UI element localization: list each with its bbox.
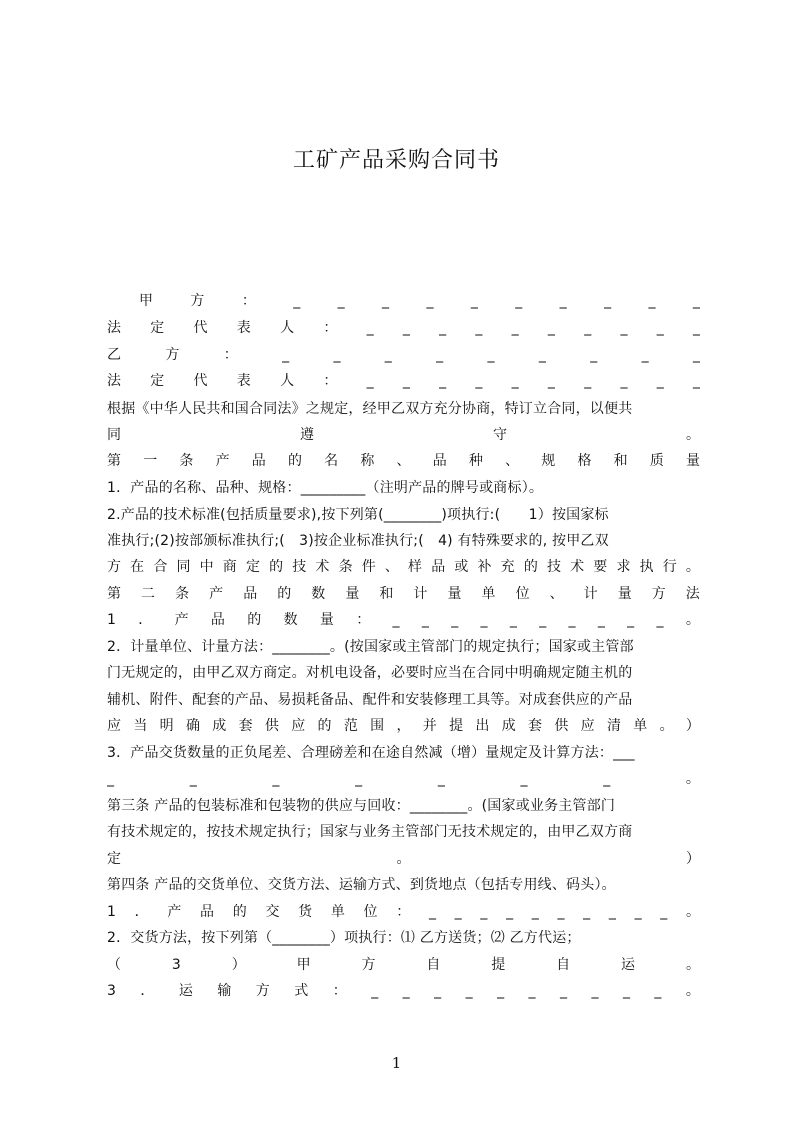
article-2-item-3-line-1: 3．产品交货数量的正负尾差、合理磅差和在途自然减（增）量规定及计算方法：___ bbox=[107, 745, 635, 761]
article-4-item-1: 1 ． 产 品 的 交 货 单 位 ： _ _ _ _ _ _ _ _ _ _ 。 bbox=[107, 904, 700, 920]
article-2-item-2-line-3: 辅机、附件、配套的产品、易损耗备品、配件和安装修理工具等。对成套供应的产品 bbox=[107, 692, 633, 708]
article-4-item-2-line-2: （ 3 ） 甲 方 自 提 自 运 。 bbox=[107, 957, 700, 973]
party-b-legal-rep-line: 法 定 代 表 人 ： _ _ _ _ _ _ _ _ _ _ bbox=[107, 373, 700, 389]
party-a-line: 甲 方 ： _ _ _ _ _ _ _ _ _ _ bbox=[139, 293, 700, 309]
article-2-item-2-line-4: 应 当 明 确 成 套 供 应 的 范 围 ， 并 提 出 成 套 供 应 清 单 。 ） bbox=[107, 718, 700, 734]
article-4-item-2-line-1: 2．交货方法，按下列第（________）项执行：⑴ 乙方送货；⑵ 乙方代运； bbox=[107, 930, 581, 946]
article-2-heading: 第 二 条 产 品 的 数 量 和 计 量 单 位 、 计 量 方 法 bbox=[107, 586, 700, 602]
article-2-item-3-line-2: _ _ _ _ _ _ _ 。 bbox=[107, 771, 700, 787]
article-1-heading: 第 一 条 产 品 的 名 称 、 品 种 、 规 格 和 质 量 bbox=[107, 453, 700, 469]
document-title: 工矿产品采购合同书 bbox=[292, 148, 500, 173]
article-3-line-1: 第三条 产品的包装标准和包装物的供应与回收：________。(国家或业务主管部门 bbox=[107, 798, 616, 814]
preamble-line-2: 同 遵 守 。 bbox=[107, 427, 700, 443]
article-3-line-3: 定 。 ） bbox=[107, 851, 700, 867]
party-a-legal-rep-line: 法 定 代 表 人 ： _ _ _ _ _ _ _ _ _ _ bbox=[107, 320, 700, 336]
party-b-line: 乙 方 ： _ _ _ _ _ _ _ _ _ bbox=[107, 347, 700, 363]
article-2-item-2-line-1: 2．计量单位、计量方法：________。(按国家或主管部门的规定执行；国家或主管部 bbox=[107, 639, 634, 655]
article-4-item-3: 3 ． 运 输 方 式 ： _ _ _ _ _ _ _ _ _ _ 。 bbox=[107, 983, 700, 999]
page-number: 1 bbox=[391, 1054, 402, 1072]
article-1-item-2-line-3: 方 在 合 同 中 商 定 的 技 术 条 件 、 样 品 或 补 充 的 技 术 要 求 执 行 。 bbox=[107, 559, 700, 575]
article-1-item-2-line-1: 2.产品的技术标准(包括质量要求),按下列第(________)项执行:( 1）按国家标 bbox=[107, 507, 609, 523]
article-3-line-2: 有技术规定的，按技术规定执行；国家与业务主管部门无技术规定的，由甲乙双方商 bbox=[107, 824, 633, 840]
article-2-item-1: 1 ． 产 品 的 数 量 ： _ _ _ _ _ _ _ _ _ _ 。 bbox=[107, 612, 700, 628]
preamble-line-1: 根据《中华人民共和国合同法》之规定，经甲乙双方充分协商，特订立合同，以便共 bbox=[107, 401, 633, 417]
article-1-item-2-line-2: 准执行;(2)按部颁标准执行;( 3)按企业标准执行;( 4) 有特殊要求的, 按甲乙双 bbox=[107, 533, 609, 549]
article-2-item-2-line-2: 门无规定的，由甲乙双方商定。对机电设备，必要时应当在合同中明确规定随主机的 bbox=[107, 665, 633, 681]
article-1-item-1: 1．产品的名称、品种、规格：_________（注明产品的牌号或商标）。 bbox=[107, 480, 544, 496]
article-4-heading: 第四条 产品的交货单位、交货方法、运输方式、到货地点（包括专用线、码头）。 bbox=[107, 877, 616, 893]
